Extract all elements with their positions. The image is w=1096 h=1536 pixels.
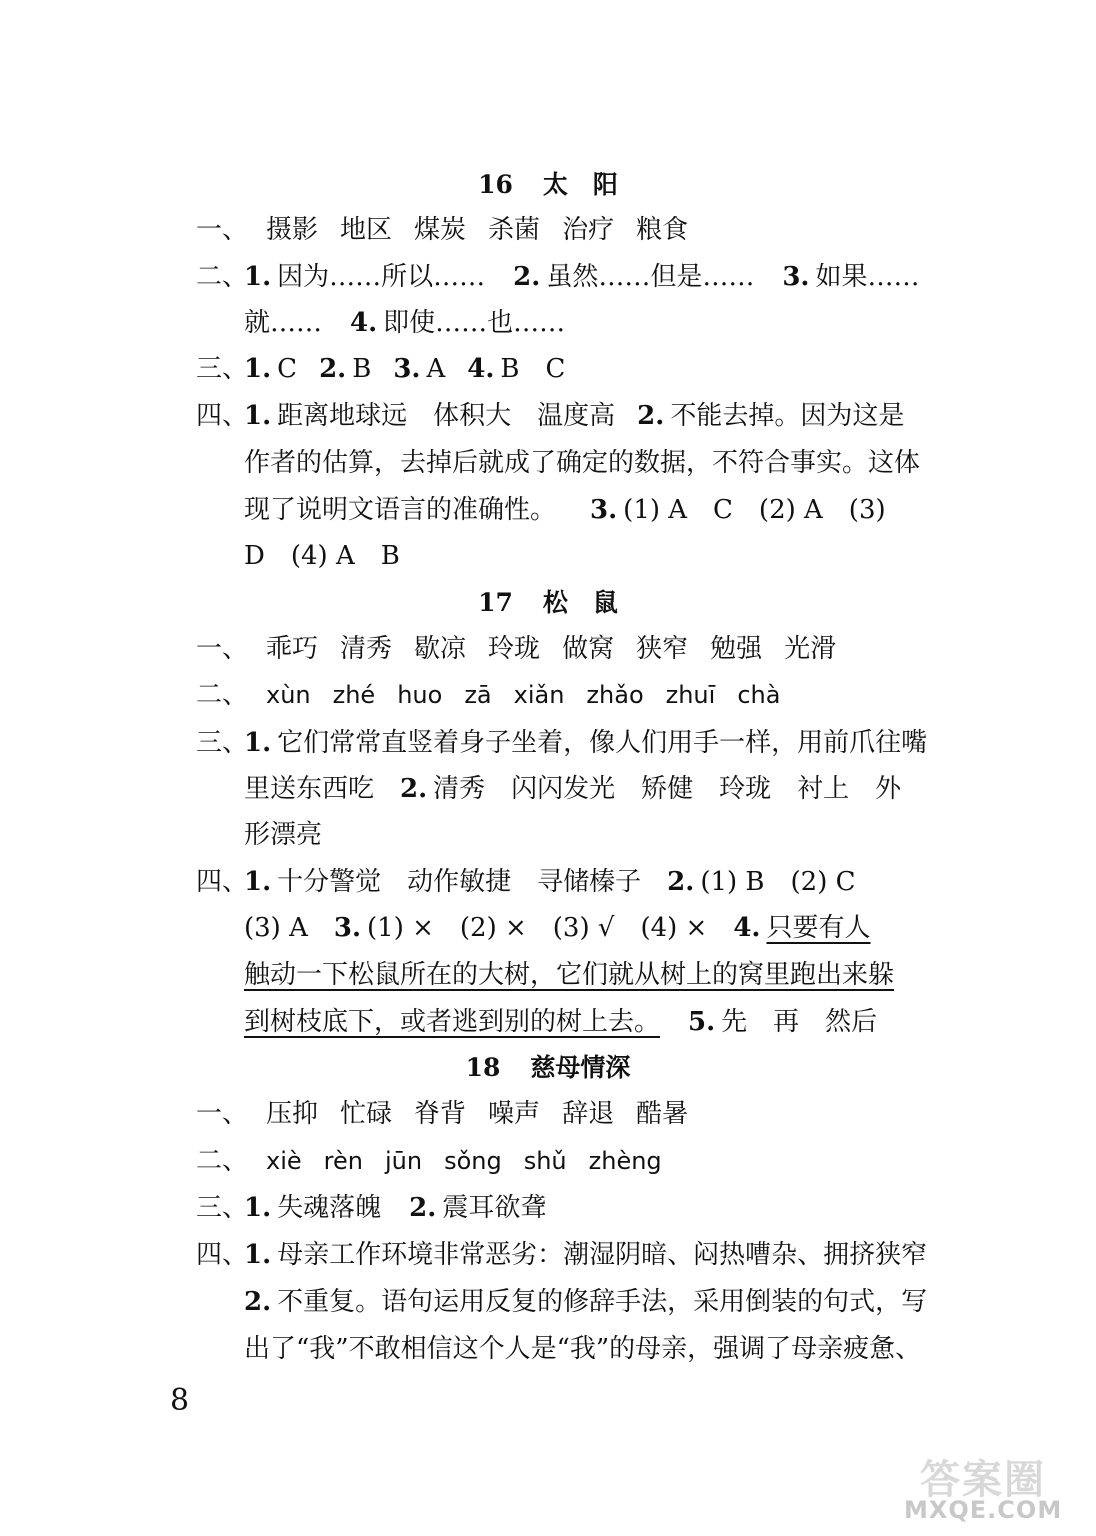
question-mark: 四、 — [196, 401, 249, 431]
question-mark: 二、 — [196, 680, 249, 710]
item-number: 4. — [467, 354, 495, 384]
s17-q4-cont3 — [244, 1005, 964, 1039]
s16-q2-cont — [244, 306, 964, 340]
underlined-answer: 到树枝底下，或者逃到别的树上去。 — [244, 1007, 661, 1037]
section-number: 18 — [465, 1053, 501, 1082]
answer-text: 清秀 闪闪发光 矫健 玲珑 衬上 外 — [433, 774, 902, 804]
answer-word: 地区 — [340, 215, 393, 245]
answer-text: A — [426, 354, 446, 384]
pinyin: shǔ — [523, 1147, 567, 1175]
item-number: 4. — [350, 308, 378, 338]
s16-q3 — [196, 352, 916, 386]
item-number: 1. — [244, 1193, 272, 1223]
item-number: 1. — [244, 401, 272, 431]
question-mark: 三、 — [196, 728, 249, 758]
answer-text: 形漂亮 — [244, 820, 323, 850]
answer-text: C — [277, 354, 298, 384]
page-number: 8 — [170, 1383, 190, 1418]
answer-text: 不能去掉。因为这是 — [670, 401, 905, 431]
question-mark: 三、 — [196, 1193, 249, 1223]
pinyin: rèn — [323, 1147, 363, 1175]
s16-q4-cont3 — [244, 539, 964, 573]
section-name: 太 阳 — [542, 170, 618, 199]
s16-q2 — [196, 260, 920, 294]
answer-text: (1) A C (2) A (3) — [623, 495, 886, 525]
s17-q3-cont2 — [244, 818, 964, 852]
item-number: 3. — [590, 495, 618, 525]
s16-q1 — [196, 213, 916, 247]
answer-text: 出了“我”不敢相信这个人是“我”的母亲，强调了母亲疲惫、 — [244, 1334, 922, 1364]
item-number: 2. — [244, 1287, 272, 1317]
answer-word: 摄影 — [266, 215, 319, 245]
answer-word: 做窝 — [562, 634, 615, 664]
s18-q4-cont1 — [244, 1285, 964, 1319]
answer-text: (3) A — [244, 913, 308, 943]
answer-word: 乖巧 — [266, 634, 319, 664]
answer-text: (1) B (2) C — [700, 867, 856, 897]
section-title-18 — [0, 1053, 1096, 1083]
section-number: 17 — [478, 588, 513, 617]
s17-q4 — [196, 865, 916, 899]
answer-text: 就…… — [244, 308, 323, 338]
answer-word: 辞退 — [562, 1099, 615, 1129]
s17-q1 — [196, 632, 916, 666]
answer-text: 距离地球远 体积大 温度高 — [277, 401, 616, 431]
answer-text: 里送东西吃 — [244, 774, 375, 804]
answer-word: 勉强 — [710, 634, 763, 664]
section-name: 慈母情深 — [530, 1053, 631, 1082]
item-number: 2. — [319, 354, 347, 384]
item-number: 3. — [333, 913, 362, 943]
item-number: 5. — [688, 1007, 716, 1037]
s16-q4 — [196, 399, 916, 433]
answer-word: 煤炭 — [414, 215, 467, 245]
s17-q3-cont1 — [244, 772, 964, 806]
item-number: 1. — [244, 728, 272, 758]
pinyin: xiǎn — [513, 681, 565, 709]
pinyin: sǒng — [444, 1147, 502, 1175]
item-number: 2. — [513, 262, 541, 292]
answer-text: D (4) A B — [244, 541, 400, 571]
item-number: 2. — [409, 1193, 437, 1223]
answer-word: 治疗 — [562, 215, 615, 245]
answer-text: 现了说明文语言的准确性。 — [244, 495, 557, 525]
answer-text: 震耳欲聋 — [442, 1193, 547, 1223]
answer-text: 十分警觉 动作敏捷 寻储榛子 — [277, 867, 642, 897]
s17-q2 — [196, 678, 916, 712]
question-mark: 四、 — [196, 867, 249, 897]
answer-word: 忙碌 — [340, 1099, 393, 1129]
question-mark: 一、 — [196, 634, 249, 664]
answer-text: 即使……也…… — [383, 308, 566, 338]
section-title-16 — [0, 170, 1096, 200]
pinyin: xùn — [266, 681, 311, 709]
answer-text: 它们常常直竖着身子坐着，像人们用手一样，用前爪往嘴 — [277, 728, 928, 758]
item-number: 2. — [667, 867, 695, 897]
underlined-answer: 触动一下松鼠所在的大树，它们就从树上的窝里跑出来躲 — [244, 960, 895, 990]
question-mark: 一、 — [196, 215, 249, 245]
pinyin: zhuī — [665, 681, 716, 709]
answer-text: B — [352, 354, 372, 384]
s18-q2 — [196, 1144, 916, 1178]
answer-word: 粮食 — [636, 215, 689, 245]
answer-text: 作者的估算，去掉后就成了确定的数据，不符合事实。这体 — [244, 448, 921, 478]
question-mark: 二、 — [196, 1146, 249, 1176]
answer-word: 脊背 — [414, 1099, 467, 1129]
s18-q4-cont2 — [244, 1332, 964, 1366]
answer-text: 因为……所以…… — [277, 262, 486, 292]
question-mark: 二、 — [196, 262, 249, 292]
answer-text: 如果…… — [815, 262, 920, 292]
answer-word: 杀菌 — [488, 215, 541, 245]
item-number: 1. — [244, 354, 272, 384]
answer-text: (1) × (2) × (3) √ (4) × — [367, 913, 708, 943]
answer-word: 玲珑 — [488, 634, 541, 664]
pinyin: jūn — [384, 1147, 423, 1175]
item-number: 1. — [244, 1240, 272, 1270]
item-number: 2. — [637, 401, 665, 431]
item-number: 3. — [782, 262, 810, 292]
watermark-text: MXQE.COM — [904, 1496, 1063, 1524]
underlined-answer: 只要有人 — [766, 913, 871, 943]
watermark — [900, 1448, 1090, 1528]
section-number: 16 — [478, 170, 513, 199]
section-title-17 — [0, 588, 1096, 618]
s17-q4-cont2 — [244, 958, 964, 992]
answer-word: 光滑 — [784, 634, 837, 664]
item-number: 4. — [733, 913, 761, 943]
pinyin: xiè — [266, 1147, 302, 1175]
s16-q4-cont1 — [244, 446, 964, 480]
s17-q3 — [196, 726, 928, 760]
answer-text: 不重复。语句运用反复的修辞手法，采用倒装的句式，写 — [277, 1287, 928, 1317]
s18-q4 — [196, 1238, 928, 1272]
s18-q3 — [196, 1191, 916, 1225]
question-mark: 四、 — [196, 1240, 249, 1270]
answer-word: 压抑 — [266, 1099, 319, 1129]
pinyin: chà — [737, 681, 781, 709]
answer-word: 狭窄 — [636, 634, 689, 664]
pinyin: zhé — [332, 681, 376, 709]
question-mark: 一、 — [196, 1099, 249, 1129]
s18-q1 — [196, 1097, 916, 1131]
s16-q4-cont2 — [244, 493, 964, 527]
answer-word: 酷暑 — [636, 1099, 689, 1129]
answer-text: 先 再 然后 — [721, 1007, 878, 1037]
item-number: 3. — [393, 354, 421, 384]
item-number: 1. — [244, 867, 272, 897]
answer-text: B C — [500, 354, 566, 384]
answer-text: 虽然……但是…… — [546, 262, 755, 292]
pinyin: zhèng — [588, 1147, 662, 1175]
answer-text: 母亲工作环境非常恶劣：潮湿阴暗、闷热嘈杂、拥挤狭窄 — [277, 1240, 928, 1270]
item-number: 2. — [400, 774, 428, 804]
item-number: 1. — [244, 262, 272, 292]
answer-word: 噪声 — [488, 1099, 541, 1129]
question-mark: 三、 — [196, 354, 249, 384]
pinyin: huo — [397, 681, 443, 709]
watermark-logo: 答案圈 — [920, 1456, 1046, 1503]
pinyin: zā — [464, 681, 492, 709]
section-name: 松 鼠 — [542, 588, 618, 617]
answer-word: 清秀 — [340, 634, 393, 664]
pinyin: zhǎo — [586, 681, 644, 709]
s17-q4-cont1 — [244, 911, 964, 945]
answer-word: 歇凉 — [414, 634, 467, 664]
answer-text: 失魂落魄 — [277, 1193, 382, 1223]
